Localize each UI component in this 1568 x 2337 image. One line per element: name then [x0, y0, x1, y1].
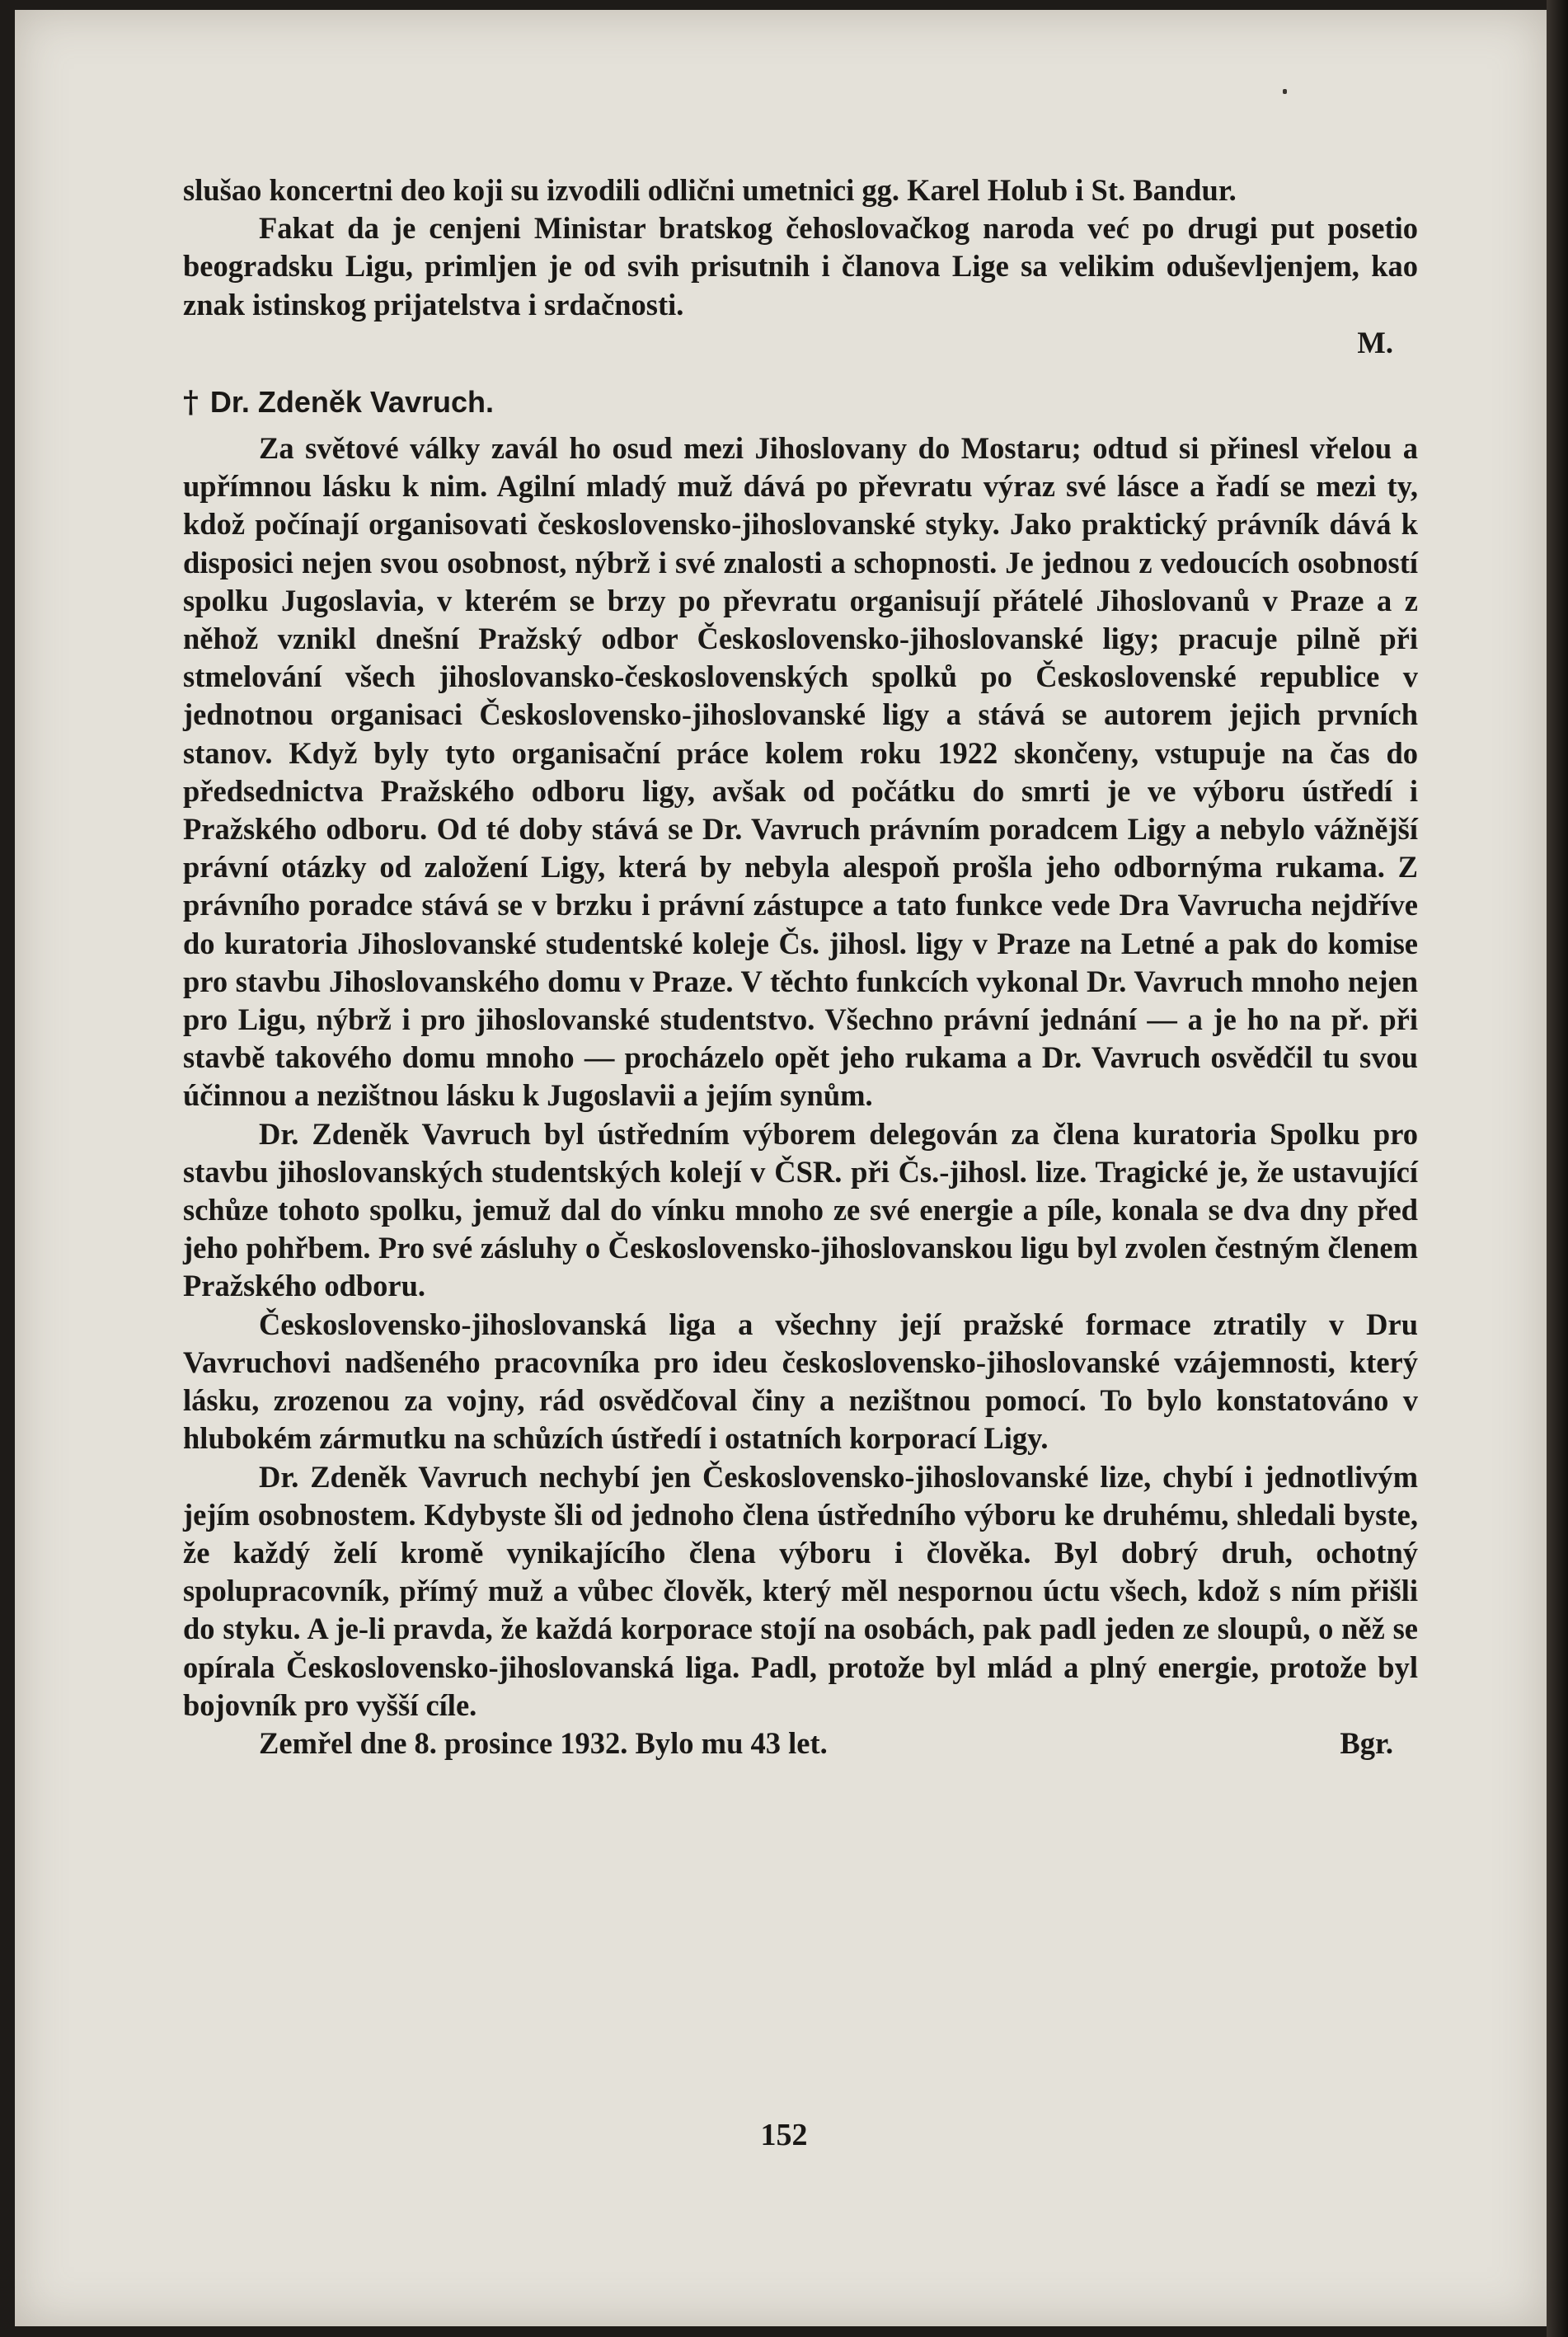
- obituary-closing-line: Zemřel dne 8. prosince 1932. Bylo mu 43 let.: [259, 1725, 828, 1760]
- obituary-paragraph-2: Dr. Zdeněk Vavruch byl ústředním výborem delegován za člena kuratoria Spolku pro stavbu jihoslovanských studentských kolejí v ČSR. při Čs.-jihosl. lize. Tragické je, že ustavující schůze tohoto spolku, jemuž dal do vínku mnoho ze své energie a píle, konala se dva dny před jeho pohřbem. Pro své zásluhy o Československo-jihoslovanskou ligu byl zvolen čestným členem Pražského odboru.: [183, 1116, 1418, 1303]
- article-signature: M.: [1357, 325, 1393, 359]
- obituary-heading: [183, 383, 1418, 421]
- article-signoff: [183, 324, 1418, 362]
- article-end-line-1: slušao koncertni deo koji su izvodili odlični umetnici gg. Karel Holub i St. Bandur.: [183, 173, 1237, 207]
- obituary-paragraph-1: Za světové války zavál ho osud mezi Jihoslovany do Mostaru; odtud si přinesl vřelou a upřímnou lásku k nim. Agilní mladý muž dává po převratu výraz své lásce a řadí se mezi ty, kdož počínají organisovati československo-jihoslovanské styky. Jako praktický právník dává k disposici nejen svou osobnost, nýbrž i své znalosti a schopnosti. Je jednou z vedoucích osobností spolku Jugoslavia, v kterém se brzy po převratu organisují přátelé Jihoslovanů v Praze a z něhož vznikl dnešní Pražský odbor Československo-jihoslovanské ligy; pracuje pilně při stmelování všech jihoslovansko-československých spolků po Československé republice v jednotnou organisaci Československo-jihoslovanské ligy a stává se autorem jejich prvních stanov. Když byly tyto organisační práce kolem roku 1922 skončeny, vstupuje na čas do předsednictva Pražského odboru ligy, avšak od počátku do smrti je ve výboru ústředí i Pražského odboru. Od té doby stává se Dr. Vavruch právním poradcem Ligy a nebylo vážnější právní otázky od založení Ligy, která by nebyla alespoň prošla jeho odbornýma rukama. Z právního poradce stává se v brzku i právní zástupce a tato funkce vede Dra Vavrucha nejdříve do kuratoria Jihoslovanské studentské koleje Čs. jihosl. ligy v Praze na Letné a pak do komise pro stavbu Jihoslovanského domu v Praze. V těchto funkcích vykonal Dr. Vavruch mnoho nejen pro Ligu, nýbrž i pro jihoslovanské studentstvo. Všechno právní jednání — a je ho na př. při stavbě takového domu mnoho — procházelo opět jeho rukama a Dr. Vavruch osvědčil tu svou účinnou a nezištnou lásku k Jugoslavii a jejím synům.: [183, 431, 1418, 1113]
- paper-edge: [1547, 0, 1568, 2337]
- scan-speck: [1283, 89, 1287, 94]
- cross-icon: †: [183, 385, 199, 420]
- page-text: [183, 171, 1418, 1762]
- article-end-line-2: Fakat da je cenjeni Ministar bratskog čehoslovačkog naroda već po drugi put posetio beogradsku Ligu, primljen je od svih prisutnih i članova Lige sa velikim oduševljenjem, kao znak istinskog prijatelstva i srdačnosti.: [183, 211, 1418, 321]
- obituary-closing: [183, 1725, 1418, 1762]
- obituary-title: Dr. Zdeněk Vavruch.: [209, 385, 494, 420]
- obituary-paragraph-4: Dr. Zdeněk Vavruch nechybí jen Československo-jihoslovanské lize, chybí i jednotlivým jejím osobnostem. Kdybyste šli od jednoho člena ústředního výboru ke druhému, shledali byste, že každý želí kromě vynikajícího člena výboru i člověka. Byl dobrý druh, ochotný spolupracovník, přímý muž a vůbec člověk, který měl nespornou úctu všech, kdož s ním přišli do styku. A je-li pravda, že každá korporace stojí na osobách, pak padl jeden ze sloupů, o něž se opírala Československo-jihoslovanská liga. Padl, protože byl mlád a plný energie, protože byl bojovník pro vyšší cíle.: [183, 1459, 1418, 1722]
- article-end-paragraph: [183, 209, 1418, 324]
- obituary-signature: Bgr.: [1340, 1725, 1393, 1760]
- obituary-paragraph-3: Československo-jihoslovanská liga a všechny její pražské formace ztratily v Dru Vavruchovi nadšeného pracovníka pro ideu československo-jihoslovanské vzájemnosti, který lásku, zrozenou za vojny, rád osvědčoval činy a nezištnou pomocí. To bylo konstatováno v hlubokém zármutku na schůzích ústředí i ostatních korporací Ligy.: [183, 1307, 1418, 1456]
- page-number: 152: [760, 2118, 808, 2152]
